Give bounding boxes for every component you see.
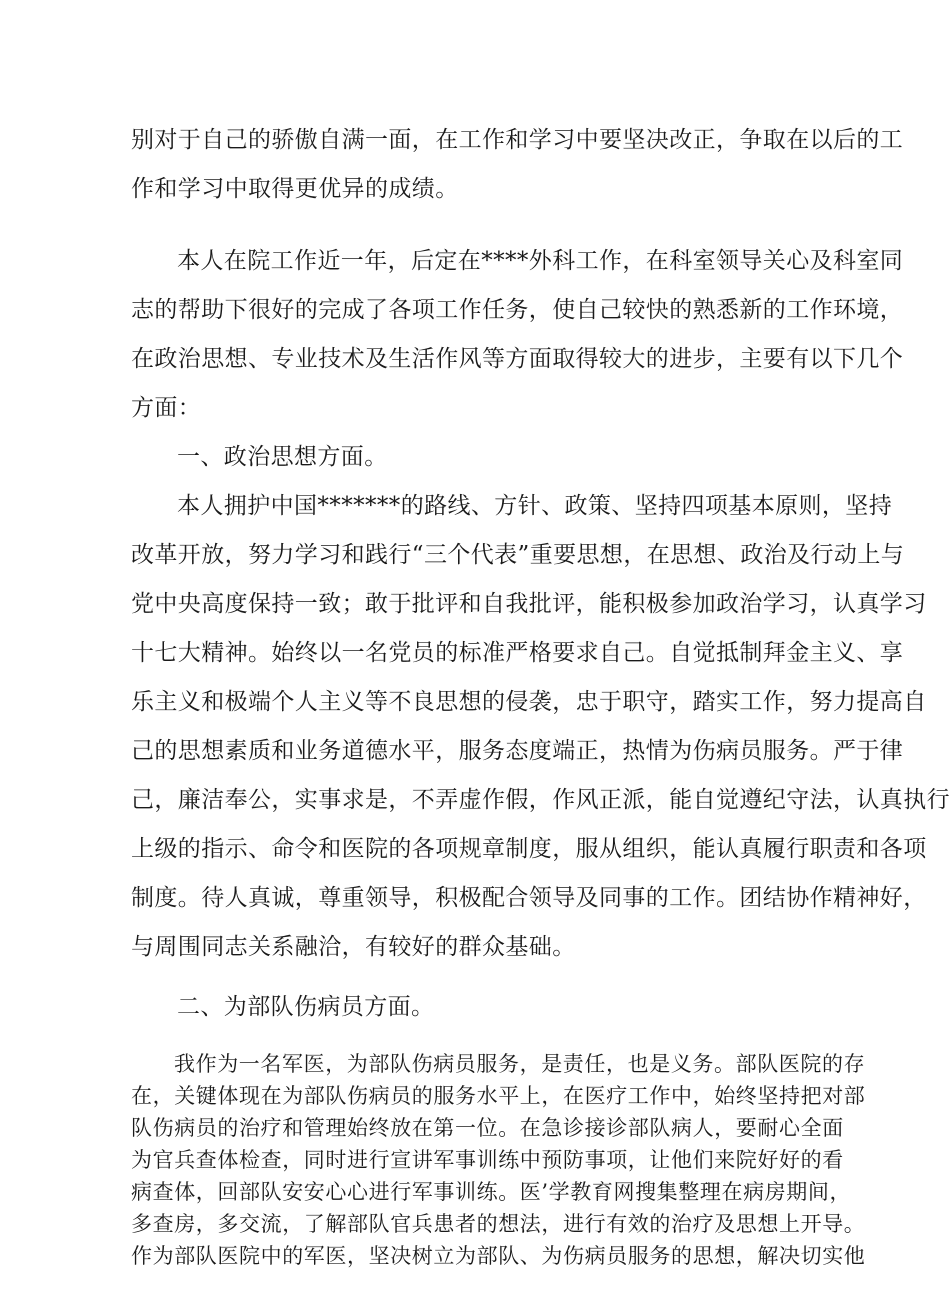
paragraph-line: 十七大精神。始终以一名党员的标准严格要求自己。自觉抵制拜金主义、享 xyxy=(131,640,904,666)
paragraph-line: 队伤病员的治疗和管理始终放在第一位。在急诊接诊部队病人，要耐心全面 xyxy=(131,1116,844,1140)
paragraph-line: 作为部队医院中的军医，坚决树立为部队、为伤病员服务的思想，解决切实他 xyxy=(131,1244,866,1268)
paragraph-line: 志的帮助下很好的完成了各项工作任务，使自己较快的熟悉新的工作环境， xyxy=(131,297,904,323)
paragraph-line: 我作为一名军医，为部队伤病员服务，是责任，也是义务。部队医院的存 xyxy=(174,1052,866,1076)
paragraph-line: 己，廉洁奉公，实事求是，不弄虚作假，作风正派，能自觉遵纪守法，认真执行 xyxy=(131,787,950,813)
paragraph-line: 别对于自己的骄傲自满一面，在工作和学习中要坚决改正，争取在以后的工 xyxy=(131,127,904,153)
paragraph-line: 上级的指示、命令和医院的各项规章制度，服从组织，能认真履行职责和各项 xyxy=(131,836,927,862)
paragraph-line: 在，关键体现在为部队伤病员的服务水平上，在医疗工作中，始终坚持把对部 xyxy=(131,1084,866,1108)
paragraph-line: 方面： xyxy=(131,395,202,421)
paragraph-line: 作和学习中取得更优异的成绩。 xyxy=(131,176,459,202)
paragraph-line: 乐主义和极端个人主义等不良思想的侵袭，忠于职守，踏实工作，努力提高自 xyxy=(131,689,927,715)
paragraph-line: 制度。待人真诚，尊重领导，积极配合领导及同事的工作。团结协作精神好， xyxy=(131,885,927,911)
paragraph-line: 为官兵查体检查，同时进行宣讲军事训练中预防事项，让他们来院好好的看 xyxy=(131,1148,844,1172)
paragraph-line: 党中央高度保持一致；敢于批评和自我批评，能积极参加政治学习，认真学习 xyxy=(131,591,927,617)
paragraph-line: 在政治思想、专业技术及生活作风等方面取得较大的进步，主要有以下几个 xyxy=(131,346,904,372)
paragraph-line: 己的思想素质和业务道德水平，服务态度端正，热情为伤病员服务。严于律 xyxy=(131,738,904,764)
paragraph-line: 改革开放，努力学习和践行“三个代表”重要思想，在思想、政治及行动上与 xyxy=(131,542,905,568)
paragraph-line: 本人拥护中国*******的路线、方针、政策、坚持四项基本原则，坚持 xyxy=(177,493,893,519)
paragraph-line: 本人在院工作近一年，后定在****外科工作，在科室领导关心及科室同 xyxy=(177,248,904,274)
paragraph-line: 与周围同志关系融洽，有较好的群众基础。 xyxy=(131,934,576,960)
section-heading: 二、为部队伤病员方面。 xyxy=(177,994,435,1020)
section-heading: 一、政治思想方面。 xyxy=(177,444,388,470)
paragraph-line: 多查房，多交流，了解部队官兵患者的想法，进行有效的治疗及思想上开导。 xyxy=(131,1212,866,1236)
paragraph-line: 病查体，回部队安安心心进行军事训练。医’学教育网搜集整理在病房期间， xyxy=(131,1180,852,1204)
